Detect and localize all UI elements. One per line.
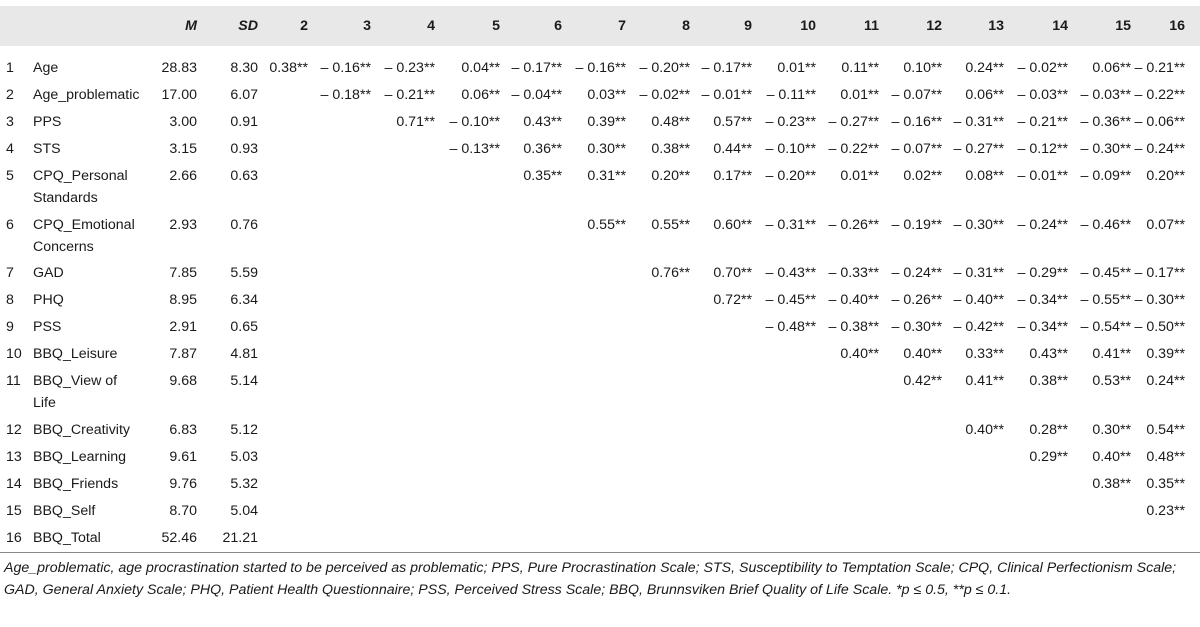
cell-correlation: 0.35** [523, 168, 562, 184]
header-col-10: 10 [800, 18, 816, 34]
row-label: Age [33, 60, 59, 76]
cell-mean: 7.85 [169, 265, 197, 281]
row-label: BBQ_Self [33, 503, 96, 519]
cell-correlation: – 0.17** [1134, 265, 1185, 281]
cell-mean: 9.61 [169, 449, 197, 465]
cell-correlation: – 0.55** [1080, 292, 1131, 308]
cell-correlation: – 0.09** [1080, 168, 1131, 184]
cell-correlation: – 0.21** [1134, 60, 1185, 76]
row-number: 2 [6, 87, 14, 103]
cell-mean: 52.46 [161, 530, 197, 546]
header-col-3: 3 [363, 18, 371, 34]
header-col-7: 7 [618, 18, 626, 34]
cell-correlation: – 0.34** [1017, 319, 1068, 335]
cell-correlation: 0.40** [965, 422, 1004, 438]
cell-sd: 5.04 [230, 503, 258, 519]
cell-correlation: 0.38** [651, 141, 690, 157]
row-number: 9 [6, 319, 14, 335]
header-col-13: 13 [988, 18, 1004, 34]
row-number: 13 [6, 449, 22, 465]
cell-correlation: – 0.03** [1080, 87, 1131, 103]
cell-correlation: – 0.07** [891, 141, 942, 157]
cell-sd: 21.21 [222, 530, 258, 546]
cell-correlation: – 0.30** [953, 217, 1004, 233]
cell-sd: 5.59 [230, 265, 258, 281]
row-label: PHQ [33, 292, 64, 308]
cell-correlation: – 0.24** [1017, 217, 1068, 233]
cell-correlation: – 0.21** [384, 87, 435, 103]
cell-correlation: – 0.02** [1017, 60, 1068, 76]
cell-correlation: 0.41** [965, 373, 1004, 389]
cell-correlation: – 0.29** [1017, 265, 1068, 281]
row-number: 10 [6, 346, 22, 362]
row-number: 8 [6, 292, 14, 308]
cell-correlation: – 0.30** [1134, 292, 1185, 308]
cell-correlation: 0.06** [965, 87, 1004, 103]
row-number: 15 [6, 503, 22, 519]
cell-correlation: – 0.27** [953, 141, 1004, 157]
cell-correlation: 0.24** [965, 60, 1004, 76]
header-col-9: 9 [744, 18, 752, 34]
header-col-4: 4 [427, 18, 435, 34]
cell-correlation: – 0.01** [1017, 168, 1068, 184]
cell-correlation: 0.40** [903, 346, 942, 362]
row-label: BBQ_Creativity [33, 422, 130, 438]
row-number: 1 [6, 60, 14, 76]
cell-correlation: 0.31** [587, 168, 626, 184]
cell-correlation: 0.39** [587, 114, 626, 130]
row-label: CPQ_Emotional Concerns [33, 217, 135, 255]
cell-correlation: – 0.34** [1017, 292, 1068, 308]
cell-mean: 3.00 [169, 114, 197, 130]
cell-correlation: 0.48** [1146, 449, 1185, 465]
cell-correlation: – 0.21** [1017, 114, 1068, 130]
cell-correlation: 0.24** [1146, 373, 1185, 389]
cell-correlation: – 0.10** [449, 114, 500, 130]
cell-correlation: 0.54** [1146, 422, 1185, 438]
cell-correlation: – 0.10** [765, 141, 816, 157]
cell-sd: 0.76 [230, 217, 258, 233]
cell-correlation: 0.40** [840, 346, 879, 362]
cell-correlation: – 0.04** [511, 87, 562, 103]
cell-correlation: 0.44** [713, 141, 752, 157]
cell-correlation: 0.39** [1146, 346, 1185, 362]
cell-correlation: 0.30** [1092, 422, 1131, 438]
cell-correlation: – 0.16** [575, 60, 626, 76]
cell-correlation: 0.72** [713, 292, 752, 308]
cell-correlation: – 0.50** [1134, 319, 1185, 335]
cell-correlation: 0.71** [396, 114, 435, 130]
cell-correlation: 0.23** [1146, 503, 1185, 519]
cell-sd: 5.14 [230, 373, 258, 389]
cell-sd: 5.03 [230, 449, 258, 465]
cell-correlation: – 0.20** [639, 60, 690, 76]
cell-correlation: – 0.30** [1080, 141, 1131, 157]
row-label: CPQ_Personal Standards [33, 168, 128, 206]
cell-correlation: – 0.02** [639, 87, 690, 103]
cell-correlation: 0.57** [713, 114, 752, 130]
cell-correlation: 0.08** [965, 168, 1004, 184]
cell-correlation: 0.20** [651, 168, 690, 184]
cell-correlation: 0.55** [651, 217, 690, 233]
row-label: STS [33, 141, 61, 157]
cell-mean: 7.87 [169, 346, 197, 362]
cell-correlation: – 0.40** [828, 292, 879, 308]
cell-correlation: 0.35** [1146, 476, 1185, 492]
cell-correlation: – 0.40** [953, 292, 1004, 308]
cell-correlation: 0.01** [777, 60, 816, 76]
cell-correlation: – 0.12** [1017, 141, 1068, 157]
cell-correlation: – 0.16** [891, 114, 942, 130]
header-mean: M [185, 18, 197, 34]
cell-correlation: 0.53** [1092, 373, 1131, 389]
cell-correlation: – 0.24** [891, 265, 942, 281]
cell-mean: 17.00 [161, 87, 197, 103]
cell-correlation: – 0.45** [765, 292, 816, 308]
cell-mean: 28.83 [161, 60, 197, 76]
cell-mean: 2.93 [169, 217, 197, 233]
header-col-15: 15 [1115, 18, 1131, 34]
cell-correlation: 0.17** [713, 168, 752, 184]
cell-correlation: – 0.17** [511, 60, 562, 76]
cell-correlation: – 0.11** [766, 87, 816, 103]
cell-correlation: 0.07** [1146, 217, 1185, 233]
cell-correlation: 0.60** [713, 217, 752, 233]
cell-mean: 9.76 [169, 476, 197, 492]
table-bottom-rule [0, 552, 1200, 553]
cell-correlation: – 0.16** [320, 60, 371, 76]
cell-correlation: 0.48** [651, 114, 690, 130]
cell-correlation: – 0.26** [828, 217, 879, 233]
cell-correlation: – 0.23** [765, 114, 816, 130]
cell-correlation: – 0.22** [1134, 87, 1185, 103]
cell-mean: 9.68 [169, 373, 197, 389]
cell-mean: 2.91 [169, 319, 197, 335]
cell-correlation: 0.01** [840, 168, 879, 184]
row-number: 7 [6, 265, 14, 281]
cell-correlation: 0.11** [841, 60, 879, 76]
row-label: GAD [33, 265, 64, 281]
cell-correlation: 0.30** [587, 141, 626, 157]
row-label: PPS [33, 114, 62, 130]
table-footnote: Age_problematic, age procrastination started to be perceived as problematic; PPS, Pure Procrastination Scale; STS, Susceptibility to Temptation Scale; CPQ, Clinical Perfectionism Scale; GAD, General Anxiety Scale; PHQ, Patient Health Questionnaire; PSS, Perceived Stress Scale; BBQ, Brunnsviken Brief Quality of Life Scale. *p ≤ 0.5, **p ≤ 0.1. [4, 560, 1177, 598]
cell-correlation: – 0.54** [1080, 319, 1131, 335]
cell-mean: 2.66 [169, 168, 197, 184]
row-number: 14 [6, 476, 22, 492]
header-col-8: 8 [682, 18, 690, 34]
cell-correlation: – 0.31** [953, 114, 1004, 130]
cell-correlation: 0.02** [903, 168, 942, 184]
cell-sd: 5.12 [230, 422, 258, 438]
cell-correlation: – 0.01** [701, 87, 752, 103]
cell-sd: 0.91 [230, 114, 258, 130]
cell-correlation: – 0.46** [1080, 217, 1131, 233]
header-col-5: 5 [492, 18, 500, 34]
cell-correlation: – 0.24** [1134, 141, 1185, 157]
cell-sd: 6.34 [230, 292, 258, 308]
cell-mean: 3.15 [169, 141, 197, 157]
cell-correlation: 0.38** [269, 60, 308, 76]
cell-correlation: – 0.48** [765, 319, 816, 335]
cell-sd: 6.07 [230, 87, 258, 103]
cell-correlation: 0.06** [461, 87, 500, 103]
row-label: BBQ_Friends [33, 476, 119, 492]
cell-correlation: 0.04** [461, 60, 500, 76]
row-label: Age_problematic [33, 87, 140, 103]
cell-correlation: 0.01** [840, 87, 879, 103]
row-number: 4 [6, 141, 14, 157]
row-number: 5 [6, 168, 14, 184]
cell-correlation: 0.40** [1092, 449, 1131, 465]
cell-mean: 8.95 [169, 292, 197, 308]
row-label: BBQ_View of Life [33, 373, 118, 411]
header-col-11: 11 [864, 18, 879, 34]
cell-correlation: 0.28** [1029, 422, 1068, 438]
cell-correlation: – 0.38** [828, 319, 879, 335]
cell-correlation: – 0.17** [701, 60, 752, 76]
cell-correlation: – 0.31** [953, 265, 1004, 281]
cell-correlation: – 0.22** [828, 141, 879, 157]
cell-mean: 8.70 [169, 503, 197, 519]
cell-sd: 8.30 [230, 60, 258, 76]
cell-correlation: – 0.03** [1017, 87, 1068, 103]
cell-correlation: 0.03** [587, 87, 626, 103]
row-number: 16 [6, 530, 22, 546]
row-number: 11 [6, 373, 21, 389]
cell-sd: 4.81 [230, 346, 258, 362]
row-label: BBQ_Leisure [33, 346, 118, 362]
cell-correlation: 0.29** [1029, 449, 1068, 465]
header-col-14: 14 [1052, 18, 1068, 34]
header-sd: SD [238, 18, 258, 34]
row-label: BBQ_Total [33, 530, 101, 546]
cell-correlation: 0.43** [1029, 346, 1068, 362]
row-label: PSS [33, 319, 62, 335]
row-number: 12 [6, 422, 22, 438]
header-col-16: 16 [1169, 18, 1185, 34]
cell-correlation: – 0.20** [765, 168, 816, 184]
cell-correlation: – 0.06** [1134, 114, 1185, 130]
cell-correlation: 0.10** [903, 60, 942, 76]
cell-correlation: 0.42** [903, 373, 942, 389]
cell-correlation: – 0.30** [891, 319, 942, 335]
cell-mean: 6.83 [169, 422, 197, 438]
row-number: 3 [6, 114, 14, 130]
cell-correlation: 0.41** [1092, 346, 1131, 362]
cell-correlation: – 0.18** [320, 87, 371, 103]
cell-correlation: – 0.45** [1080, 265, 1131, 281]
cell-sd: 0.63 [230, 168, 258, 184]
cell-sd: 0.65 [230, 319, 258, 335]
cell-correlation: – 0.36** [1080, 114, 1131, 130]
cell-correlation: – 0.33** [828, 265, 879, 281]
header-col-2: 2 [300, 18, 308, 34]
cell-correlation: 0.55** [587, 217, 626, 233]
cell-correlation: 0.33** [965, 346, 1004, 362]
cell-correlation: – 0.13** [449, 141, 500, 157]
cell-correlation: 0.38** [1092, 476, 1131, 492]
cell-correlation: – 0.26** [891, 292, 942, 308]
cell-correlation: 0.36** [523, 141, 562, 157]
cell-correlation: – 0.23** [384, 60, 435, 76]
cell-correlation: – 0.19** [891, 217, 942, 233]
header-col-12: 12 [926, 18, 942, 34]
cell-sd: 0.93 [230, 141, 258, 157]
row-label: BBQ_Learning [33, 449, 127, 465]
cell-correlation: 0.20** [1146, 168, 1185, 184]
cell-correlation: 0.70** [713, 265, 752, 281]
cell-correlation: – 0.42** [953, 319, 1004, 335]
row-number: 6 [6, 217, 14, 233]
cell-correlation: – 0.27** [828, 114, 879, 130]
cell-correlation: 0.06** [1092, 60, 1131, 76]
table-header-background [0, 6, 1200, 46]
cell-correlation: 0.76** [651, 265, 690, 281]
cell-correlation: – 0.43** [765, 265, 816, 281]
cell-sd: 5.32 [230, 476, 258, 492]
cell-correlation: – 0.31** [765, 217, 816, 233]
cell-correlation: – 0.07** [891, 87, 942, 103]
cell-correlation: 0.43** [523, 114, 562, 130]
header-col-6: 6 [554, 18, 562, 34]
cell-correlation: 0.38** [1029, 373, 1068, 389]
